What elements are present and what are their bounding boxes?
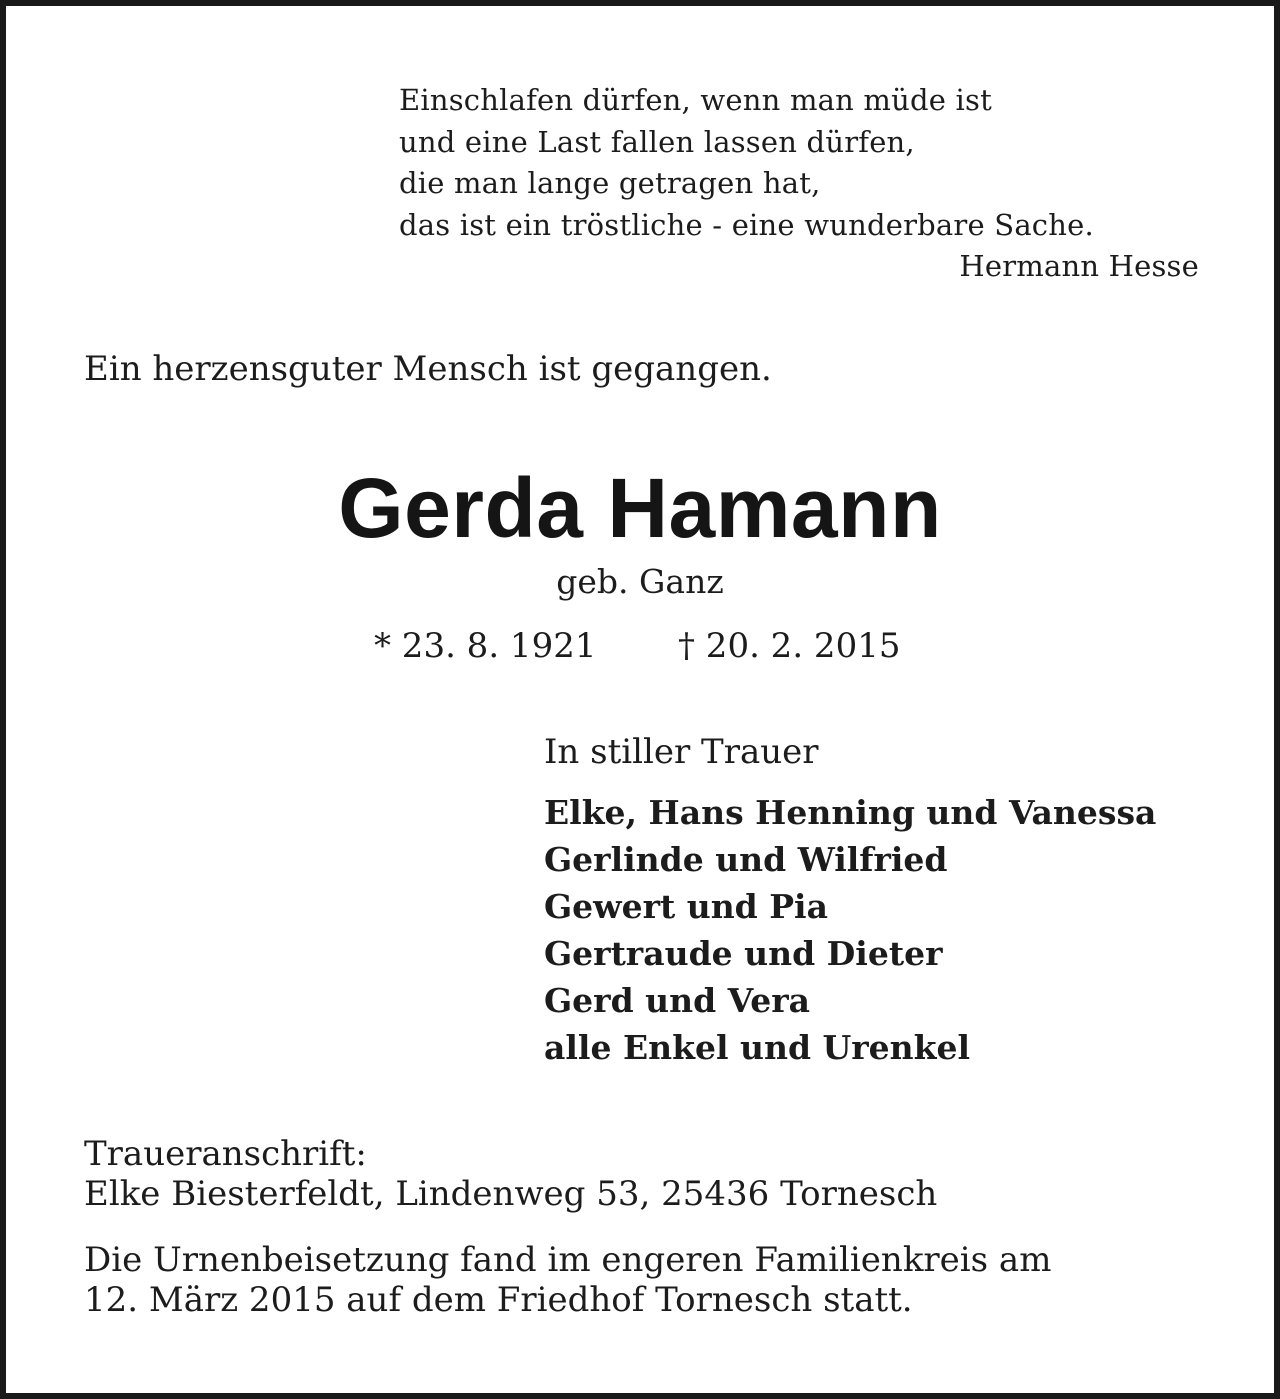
family-member: Gerd und Vera xyxy=(544,981,811,1020)
family-member: alle Enkel und Urenkel xyxy=(544,1028,971,1067)
address-label: Traueranschrift: xyxy=(84,1134,367,1174)
deceased-name: Gerda Hamann xyxy=(338,461,942,555)
death-date: † 20. 2. 2015 xyxy=(678,626,901,666)
family-member: Gewert und Pia xyxy=(544,887,828,926)
burial-line: 12. März 2015 auf dem Friedhof Tornesch statt. xyxy=(84,1280,913,1320)
burial-line: Die Urnenbeisetzung fand im engeren Familienkreis am xyxy=(84,1240,1052,1280)
family-member: Gerlinde und Wilfried xyxy=(544,840,948,879)
mourning-heading: In stiller Trauer xyxy=(544,732,819,772)
mourning-address xyxy=(84,1134,937,1214)
family-member: Gertraude und Dieter xyxy=(544,934,943,973)
address-value: Elke Biesterfeldt, Lindenweg 53, 25436 Tornesch xyxy=(84,1174,938,1214)
burial-notice xyxy=(84,1240,1051,1320)
intro-text: Ein herzensguter Mensch ist gegangen. xyxy=(84,349,772,389)
poem-line: Einschlafen dürfen, wenn man müde ist xyxy=(399,83,992,117)
poem-line: das ist ein tröstliche - eine wunderbare Sache. xyxy=(399,207,1094,242)
family-list xyxy=(544,789,1156,1071)
poem-line: die man lange getragen hat, xyxy=(399,166,821,200)
poem-quote xyxy=(399,80,1199,288)
birth-date: * 23. 8. 1921 xyxy=(374,626,597,666)
poem-line: und eine Last fallen lassen dürfen, xyxy=(399,124,915,159)
poem-author: Hermann Hesse xyxy=(959,249,1199,283)
birth-name: geb. Ganz xyxy=(556,562,724,601)
family-member: Elke, Hans Henning und Vanessa xyxy=(544,793,1157,832)
